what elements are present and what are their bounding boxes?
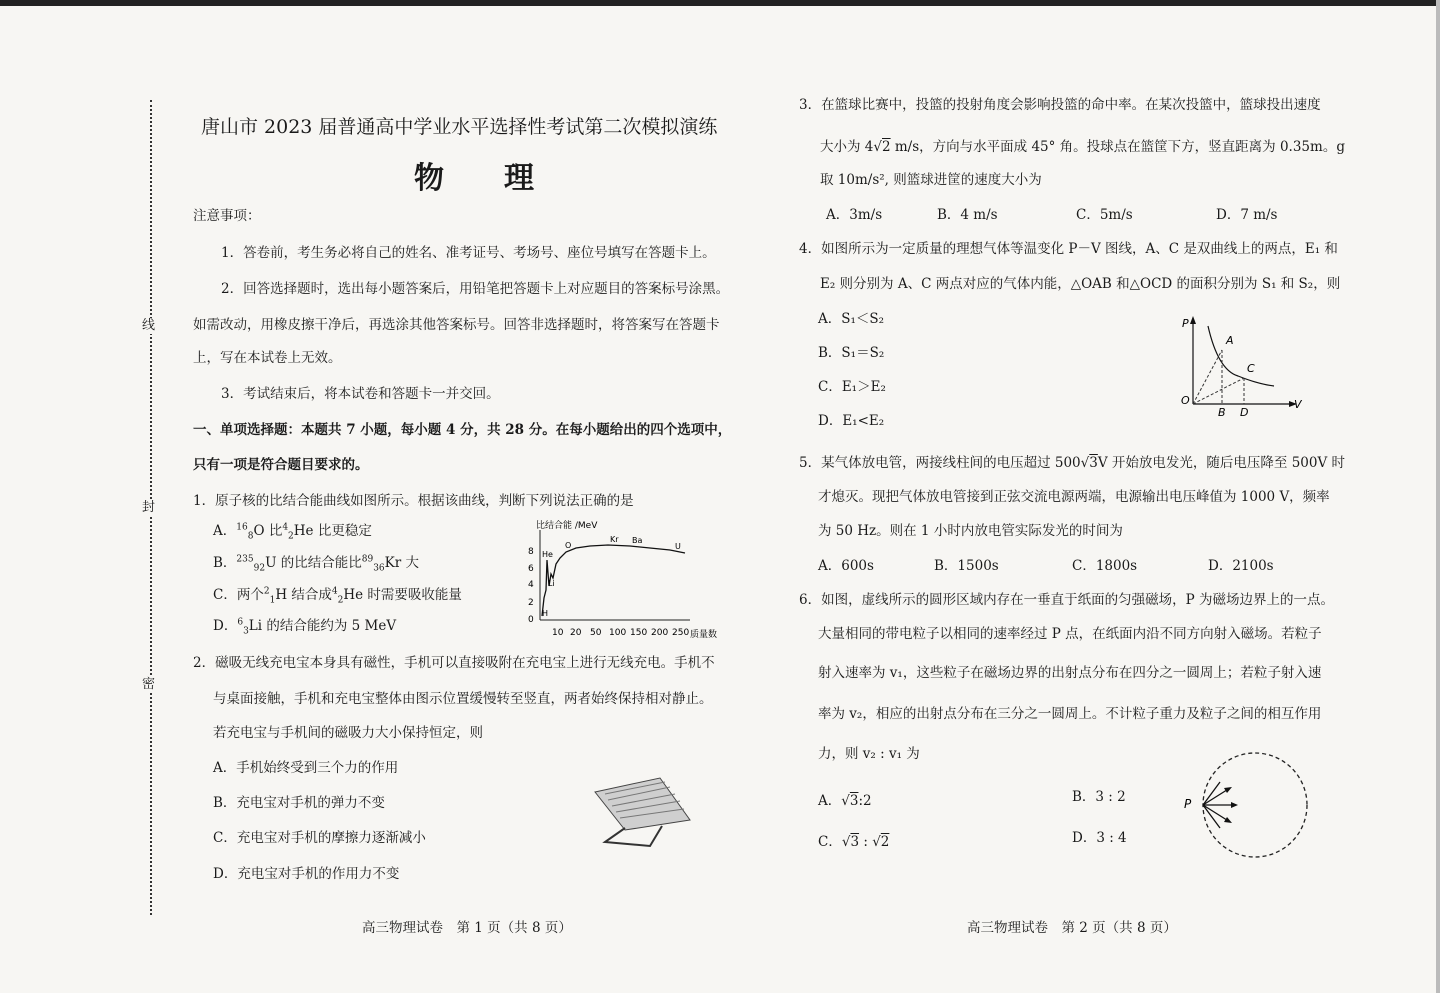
q6-option-a: A．√3:2 (818, 793, 872, 809)
chart-xtick-50: 50 (590, 628, 602, 638)
subject-title: 物 理 (414, 161, 534, 196)
q4-option-b: B．S₁＝S₂ (818, 345, 885, 361)
q3-option-a: A．3m/s (826, 207, 883, 223)
q1-option-a: A．$^{16}_8$O 比$^4_2$He 比更稳定 (213, 522, 372, 542)
chart-xtick-200: 200 (651, 628, 669, 638)
chart-annot-h: H (542, 609, 549, 618)
q6-option-c: C．√3 : √2 (818, 834, 890, 850)
chart-ytick-8: 8 (528, 547, 534, 557)
q2-option-b: B．充电宝对手机的弹力不变 (213, 795, 385, 811)
q5-stem-line3: 为 50 Hz。则在 1 小时内放电管实际发光的时间为 (818, 523, 1123, 539)
pv-label-d: D (1240, 406, 1249, 419)
chart-annot-he: He (542, 550, 553, 559)
q2-stem-line3: 若充电宝与手机间的磁吸力大小保持恒定，则 (213, 725, 483, 741)
q2-stem-line1: 2．磁吸无线充电宝本身具有磁性，手机可以直接吸附在充电宝上进行无线充电。手机不 (193, 655, 715, 671)
footer-left: 高三物理试卷 第 1 页（共 8 页） (362, 920, 572, 936)
chart-xtick-100: 100 (609, 628, 627, 638)
binding-mark-dense: 密 (142, 677, 156, 692)
note-2-line3: 上，写在本试卷上无效。 (193, 350, 342, 366)
section1-line2: 只有一项是符合题目要求的。 (193, 457, 369, 473)
q6-stem-line4: 率为 v₂，相应的出射点分布在三分之一圆周上。不计粒子重力及粒子之间的相互作用 (818, 706, 1322, 722)
chart-xtick-250: 250 (672, 628, 690, 638)
q4-stem-line2: E₂ 则分别为 A、C 两点对应的气体内能，△OAB 和△OCD 的面积分别为 S₁ 和 S₂，则 (820, 276, 1341, 292)
chart-xtick-10: 10 (552, 628, 564, 638)
q4-option-a: A．S₁＜S₂ (818, 311, 885, 327)
q1-stem: 1．原子核的比结合能曲线如图所示。根据该曲线，判断下列说法正确的是 (193, 493, 634, 509)
chart-xlabel: 质量数 (690, 630, 718, 640)
q4-option-d: D．E₁<E₂ (818, 413, 885, 429)
q3-option-d: D．7 m/s (1216, 207, 1278, 223)
chart-annot-ba: Ba (632, 536, 643, 545)
section1-line1: 一、单项选择题：本题共 7 小题，每小题 4 分，共 28 分。在每小题给出的四个选项中， (193, 422, 732, 438)
q2-option-a: A．手机始终受到三个力的作用 (213, 760, 399, 776)
chart-annot-li: Li (548, 579, 555, 588)
q6-option-b: B．3 : 2 (1072, 789, 1126, 805)
scan-right-edge (1436, 0, 1440, 993)
footer-right: 高三物理试卷 第 2 页（共 8 页） (967, 920, 1177, 936)
q1-option-c: C．两个$^2_1$H 结合成$^4_2$He 时需要吸收能量 (213, 586, 462, 606)
q5-option-d: D．2100s (1208, 558, 1274, 574)
q6-stem-line1: 6．如图，虚线所示的圆形区域内存在一垂直于纸面的匀强磁场，P 为磁场边界上的一点。 (799, 592, 1334, 608)
q2-option-c: C．充电宝对手机的摩擦力逐渐减小 (213, 830, 426, 846)
binding-mark-seal: 封 (142, 500, 156, 515)
q2-stem-line2: 与桌面接触，手机和充电宝整体由图示位置缓慢转至竖直，两者始终保持相对静止。 (213, 691, 713, 707)
note-2-line1: 2．回答选择题时，选出每小题答案后，用铅笔把答题卡上对应题目的答案标号涂黑。 (221, 281, 730, 297)
pv-graph (1178, 312, 1308, 422)
binding-energy-curve (542, 545, 685, 616)
q6-option-d: D．3 : 4 (1072, 830, 1127, 846)
q1-option-d: D．$^6_3$Li 的结合能约为 5 MeV (213, 617, 397, 637)
q4-stem-line1: 4．如图所示为一定质量的理想气体等温变化 P－V 图线，A、C 是双曲线上的两点，E₁ 和 (799, 241, 1338, 257)
pv-label-b: B (1218, 406, 1226, 419)
circle-label-p: P (1184, 797, 1192, 811)
q5-option-b: B．1500s (934, 558, 999, 574)
chart-xtick-20: 20 (570, 628, 582, 638)
binding-mark-line: 线 (142, 318, 156, 333)
pv-label-o: O (1181, 394, 1190, 407)
q3-option-c: C．5m/s (1076, 207, 1133, 223)
charger-phone-figure (590, 770, 700, 850)
chart-ytick-4: 4 (528, 580, 534, 590)
exam-title: 唐山市 2023 届普通高中学业水平选择性考试第二次模拟演练 (201, 116, 718, 138)
q4-option-c: C．E₁＞E₂ (818, 379, 886, 395)
q5-stem-line1: 5．某气体放电管，两接线柱间的电压超过 500√3V 开始放电发光，随后电压降至 500V 时 (799, 455, 1345, 471)
chart-ytick-0: 0 (528, 615, 534, 625)
note-1: 1．答卷前，考生务必将自己的姓名、准考证号、考场号、座位号填写在答题卡上。 (221, 245, 716, 261)
chart-ylabel: 比结合能 /MeV (536, 521, 598, 531)
pv-label-p: P (1182, 317, 1189, 330)
pv-label-v: V (1294, 398, 1302, 411)
q3-option-b: B．4 m/s (937, 207, 998, 223)
q3-stem-line2: 大小为 4√2 m/s，方向与水平面成 45° 角。投球点在篮筐下方，竖直距离为 0.35m。g (820, 139, 1345, 155)
chart-annot-o: O (565, 541, 572, 550)
pv-label-c: C (1247, 362, 1255, 375)
q5-option-a: A．600s (818, 558, 874, 574)
pv-label-a: A (1226, 334, 1234, 347)
q6-stem-line2: 大量相同的带电粒子以相同的速率经过 P 点，在纸面内沿不同方向射入磁场。若粒子 (818, 626, 1322, 642)
q1-option-b: B．$^{235}_{92}$U 的比结合能比$^{89}_{36}$Kr 大 (213, 554, 419, 574)
q6-stem-line5: 力，则 v₂ : v₁ 为 (818, 746, 920, 762)
chart-xtick-150: 150 (630, 628, 648, 638)
chart-ytick-6: 6 (528, 564, 534, 574)
q6-stem-line3: 射入速率为 v₁，这些粒子在磁场边界的出射点分布在四分之一圆周上；若粒子射入速 (818, 665, 1322, 681)
chart-annot-kr: Kr (610, 535, 619, 544)
note-2-line2: 如需改动，用橡皮擦干净后，再选涂其他答案标号。回答非选择题时，将答案写在答题卡 (193, 317, 720, 333)
q3-stem-line1: 3．在篮球比赛中，投篮的投射角度会影响投篮的命中率。在某次投篮中，篮球投出速度 (799, 97, 1321, 113)
notes-heading: 注意事项： (193, 208, 261, 224)
chart-annot-u: U (675, 542, 681, 551)
magnetic-field-circle-figure (1178, 748, 1313, 864)
note-3: 3．考试结束后，将本试卷和答题卡一并交回。 (221, 386, 500, 402)
chart-ytick-2: 2 (528, 598, 534, 608)
scan-top-edge (0, 0, 1440, 6)
q5-option-c: C．1800s (1072, 558, 1138, 574)
binding-energy-chart (520, 516, 730, 642)
q3-stem-line3: 取 10m/s², 则篮球进筐的速度大小为 (820, 172, 1042, 188)
q2-option-d: D．充电宝对手机的作用力不变 (213, 866, 400, 882)
q5-stem-line2: 才熄灭。现把气体放电管接到正弦交流电源两端，电源输出电压峰值为 1000 V，频率 (818, 489, 1330, 505)
